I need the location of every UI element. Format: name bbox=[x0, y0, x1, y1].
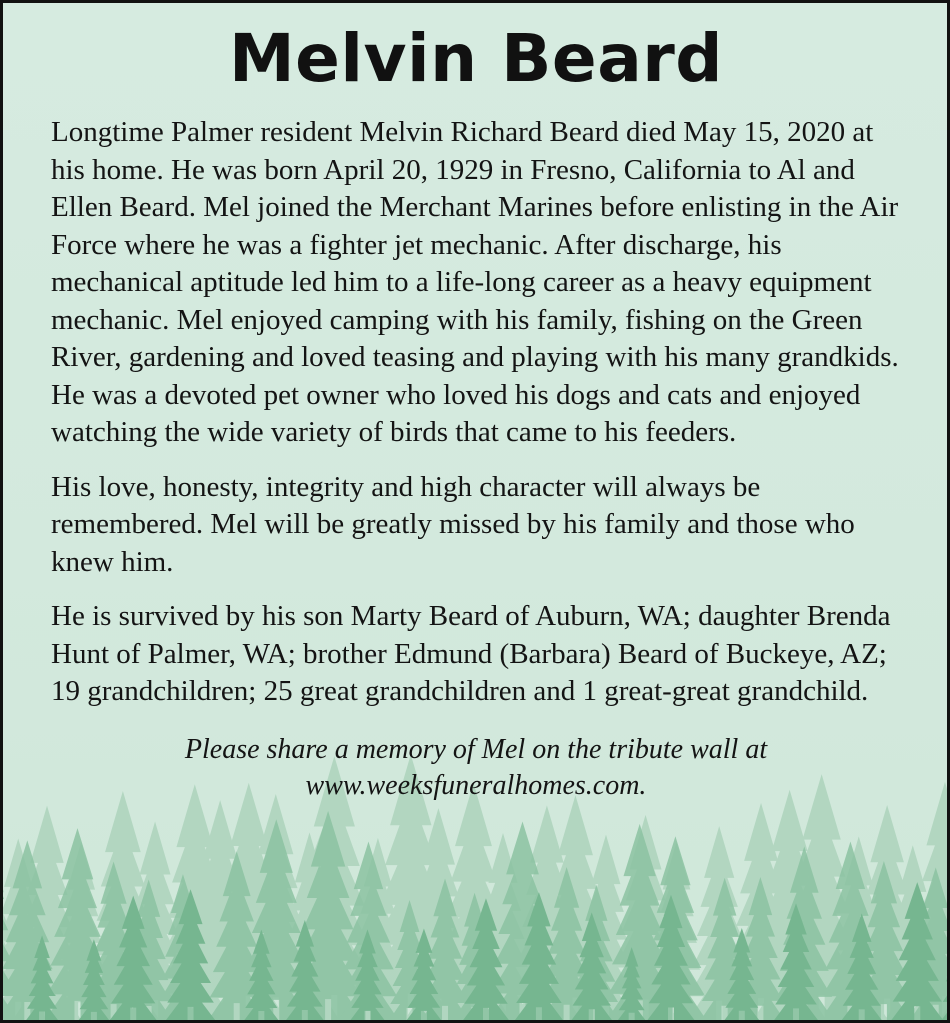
tribute-note bbox=[51, 732, 901, 804]
remembrance-paragraph: His love, honesty, integrity and high character will always be remembered. Mel will be greatly missed by his family and those who knew him. bbox=[51, 470, 855, 578]
tribute-website: www.weeksfuneralhomes.com. bbox=[305, 769, 647, 801]
obituary-title: Melvin Beard bbox=[228, 20, 724, 97]
survivors-paragraph: He is survived by his son Marty Beard of Auburn, WA; daughter Brenda Hunt of Palmer, WA; brother Edmund (Barbara) Beard of Buckeye, AZ; 19 grandchildren; 25 great grandchildren and 1 great-great grandchild. bbox=[51, 600, 891, 708]
tribute-note-line: Please share a memory of Mel on the tribute wall at bbox=[184, 733, 768, 765]
biography-paragraph: Longtime Palmer resident Melvin Richard Beard died May 15, 2020 at his home. He was born April 20, 1929 in Fresno, California to Al and Ellen Beard. Mel joined the Merchant Marines before enlisting in the Air Force where he was a fighter jet mechanic. After discharge, his mechanical aptitude led him to a life-long career as a heavy equipment mechanic. Mel enjoyed camping with his family, fishing on the Green River, gardening and loved teasing and playing with his many grandkids. He was a devoted pet owner who loved his dogs and cats and enjoyed watching the wide variety of birds that came to his feeders. bbox=[51, 116, 899, 449]
obituary-content bbox=[3, 19, 947, 804]
